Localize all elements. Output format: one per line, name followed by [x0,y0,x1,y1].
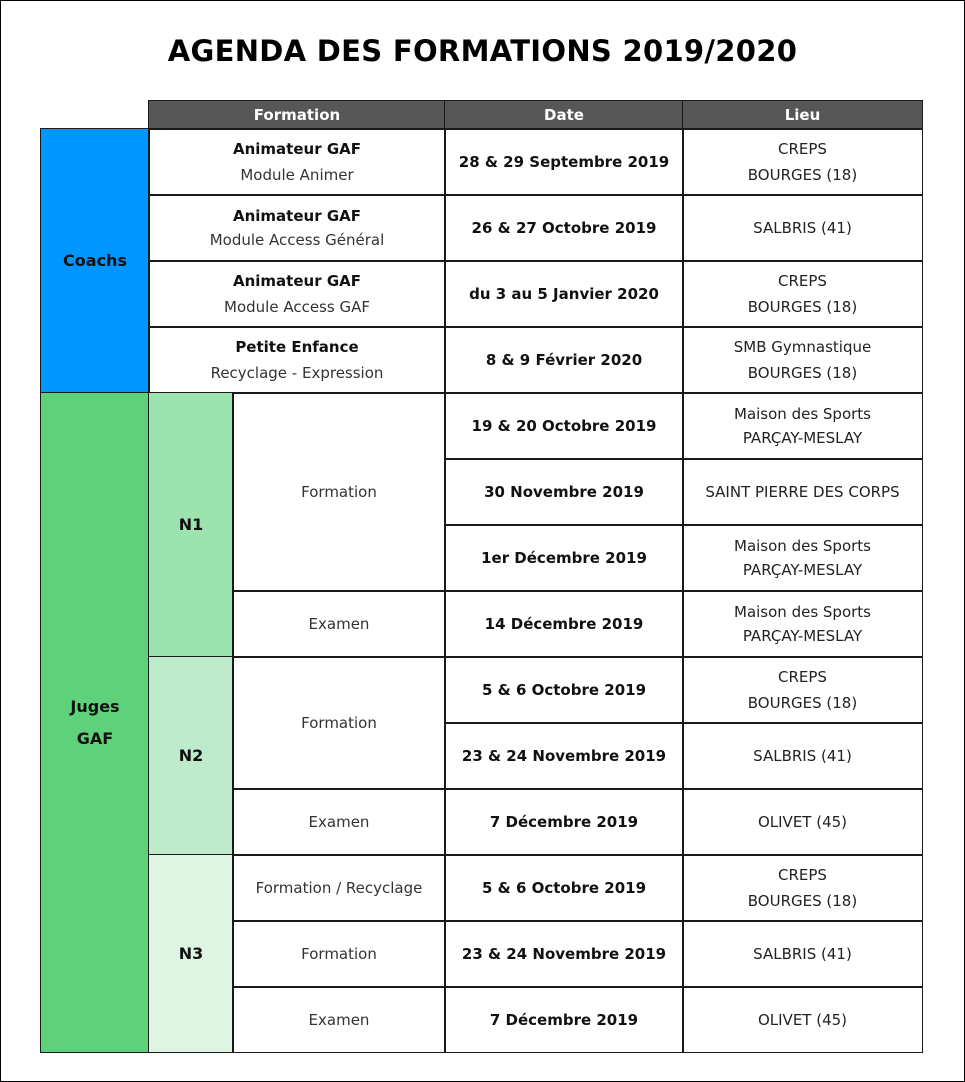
n2-row-1-date: 5 & 6 Octobre 2019 [444,656,684,724]
n3-row-3-date: 7 Décembre 2019 [444,986,684,1053]
formation-name: Petite Enfance [235,338,359,356]
n2-row-1-lieu [682,656,923,724]
n3-row-3-formation: Examen [232,986,446,1053]
n3-row-3-lieu [682,986,923,1053]
header-date: Date [444,100,684,130]
lieu-line-1: CREPS [778,866,827,884]
lieu-line-1: CREPS [778,140,827,158]
lieu-line-2: BOURGES (18) [747,298,858,316]
coach-row-4-formation [148,326,446,394]
category-coachs-label: Coachs [63,251,127,270]
lieu-line-1: OLIVET (45) [757,1010,848,1029]
category-juges-label-2: GAF [76,728,114,748]
coach-row-3-formation [148,260,446,328]
coach-row-1-formation [148,128,446,196]
lieu-line-2: BOURGES (18) [747,892,858,910]
n2-formation-cell: Formation [232,656,446,790]
lieu-line-1: CREPS [778,272,827,290]
n1-row-1-date: 19 & 20 Octobre 2019 [444,392,684,460]
n3-row-1-lieu [682,854,923,922]
n1-row-2-date: 30 Novembre 2019 [444,458,684,526]
n3-row-2-date: 23 & 24 Novembre 2019 [444,920,684,988]
lieu-line-2: BOURGES (18) [747,694,858,712]
lieu-line-1: SALBRIS (41) [753,747,852,765]
lieu-line-2: PARÇAY-MESLAY [742,627,863,645]
n3-row-1-date: 5 & 6 Octobre 2019 [444,854,684,922]
level-n2: N2 [148,656,234,856]
n1-formation-cell: Formation [232,392,446,592]
coach-row-2-lieu [682,194,923,262]
lieu-line-2: PARÇAY-MESLAY [742,561,863,579]
coach-row-3-lieu [682,260,923,328]
lieu-line-1: SAINT PIERRE DES CORPS [705,483,900,501]
lieu-line-1: SMB Gymnastique [733,338,872,356]
formation-module: Module Access Général [209,231,385,249]
n3-row-2-formation: Formation [232,920,446,988]
n1-row-3-date: 1er Décembre 2019 [444,524,684,592]
header-formation: Formation [148,100,446,130]
formation-module: Module Animer [240,166,354,184]
coach-row-4-date: 8 & 9 Février 2020 [444,326,684,394]
header-lieu: Lieu [682,100,923,130]
n3-row-2-lieu [682,920,923,988]
n1-row-4-lieu [682,590,923,658]
formation-name: Animateur GAF [233,140,361,158]
n1-row-1-lieu [682,392,923,460]
formation-name: Animateur GAF [233,272,361,290]
coach-row-1-lieu [682,128,923,196]
category-juges-label-1: Juges [70,696,120,716]
n2-row-3-date: 7 Décembre 2019 [444,788,684,856]
lieu-line-1: Maison des Sports [734,603,871,621]
n2-row-2-date: 23 & 24 Novembre 2019 [444,722,684,790]
category-coachs [40,128,150,394]
lieu-line-1: Maison des Sports [734,537,871,555]
lieu-line-1: Maison des Sports [734,405,871,423]
n1-row-4-date: 14 Décembre 2019 [444,590,684,658]
n2-row-2-lieu [682,722,923,790]
lieu-line-2: BOURGES (18) [747,364,858,382]
n3-row-1-formation: Formation / Recyclage [232,854,446,922]
lieu-line-1: SALBRIS (41) [753,219,852,237]
n1-examen-cell: Examen [232,590,446,658]
n1-row-3-lieu [682,524,923,592]
n2-examen-cell: Examen [232,788,446,856]
category-juges-gaf [40,392,150,1053]
formation-module: Module Access GAF [224,298,370,316]
lieu-line-1: OLIVET (45) [757,813,848,831]
lieu-line-1: CREPS [778,668,827,686]
formation-name: Animateur GAF [233,207,361,225]
coach-row-4-lieu [682,326,923,394]
n2-row-3-lieu [682,788,923,856]
level-n3: N3 [148,854,234,1053]
coach-row-1-date: 28 & 29 Septembre 2019 [444,128,684,196]
formation-module: Recyclage - Expression [210,364,384,382]
lieu-line-1: SALBRIS (41) [753,945,852,963]
n1-row-2-lieu [682,458,923,526]
coach-row-2-date: 26 & 27 Octobre 2019 [444,194,684,262]
lieu-line-2: PARÇAY-MESLAY [742,429,863,447]
coach-row-3-date: du 3 au 5 Janvier 2020 [444,260,684,328]
page-title: AGENDA DES FORMATIONS 2019/2020 [167,34,798,68]
level-n1: N1 [148,392,234,658]
lieu-line-2: BOURGES (18) [747,166,858,184]
coach-row-2-formation [148,194,446,262]
